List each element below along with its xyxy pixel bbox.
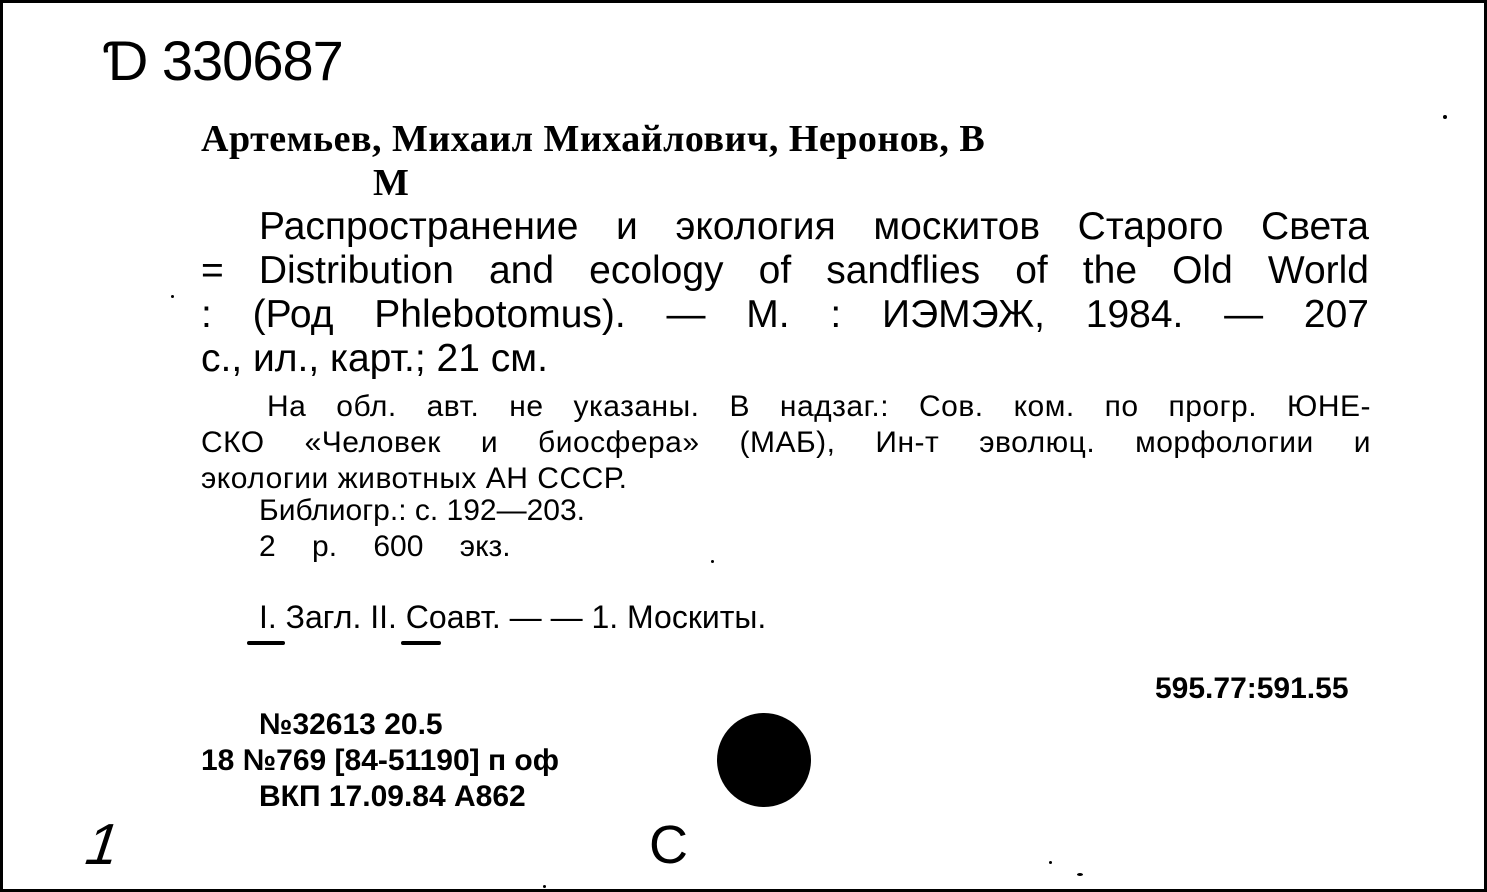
registration-line: 18 №769 [84-51190] п оф (201, 744, 560, 777)
notes-line: экологии животных АН СССР. (201, 462, 628, 495)
tracing-underline (247, 641, 285, 645)
title-line: Распространение и экология москитов Старого Света (259, 205, 1369, 248)
card-letter: С (649, 815, 688, 875)
speck (1443, 115, 1447, 119)
authors-heading-continued: М (373, 162, 409, 204)
title-line: : (Род Phlebotomus). — М. : ИЭМЭЖ, 1984. — 207 (201, 293, 1369, 336)
price-print-run: 2 р. 600 экз. (259, 530, 511, 563)
speck (543, 885, 546, 888)
speck (1049, 861, 1052, 864)
punch-hole (717, 713, 811, 807)
notes-line: СКО «Человек и биосфера» (МАБ), Ин-т эволюц. морфологии и (201, 426, 1371, 459)
notes-line: На обл. авт. не указаны. В надзаг.: Сов. ком. по прогр. ЮНЕ- (267, 390, 1371, 423)
tracing-underline (401, 641, 441, 645)
registration-line: №32613 20.5 (259, 708, 443, 741)
title-line: с., ил., карт.; 21 см. (201, 337, 548, 380)
notes-block (201, 389, 1371, 497)
card-count: 1 (76, 812, 130, 877)
bibliography-note: Библиогр.: с. 192—203. (259, 494, 585, 527)
speck (1077, 873, 1083, 876)
title-block (201, 205, 1369, 381)
tracings: I. Загл. II. Соавт. — — 1. Москиты. (259, 599, 767, 635)
registration-line: ВКП 17.09.84 А862 (259, 780, 526, 813)
speck (171, 295, 174, 298)
title-line: = Distribution and ecology of sandflies of the Old World (201, 249, 1369, 292)
speck (711, 560, 714, 563)
udc-number: 595.77:591.55 (1155, 672, 1349, 705)
shelfmark: Ɗ 330687 (103, 29, 343, 92)
authors-heading: Артемьев, Михаил Михайлович, Неронов, В (201, 118, 986, 160)
